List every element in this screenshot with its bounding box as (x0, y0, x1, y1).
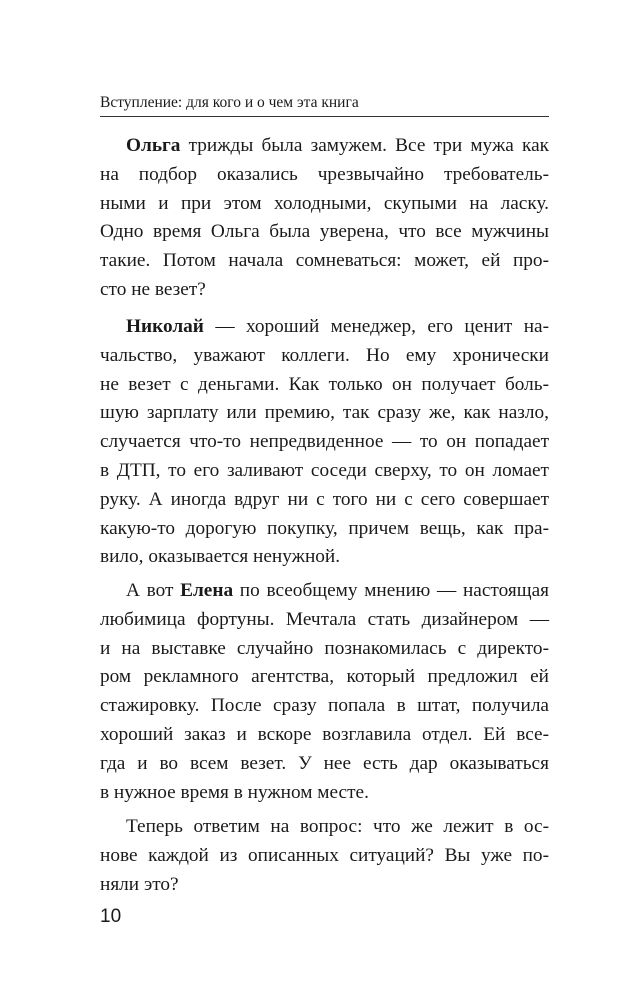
paragraph-line: гда и во всем везет. У нее есть дар оказываться (100, 752, 549, 774)
paragraph-line: любимица фортуны. Мечтала стать дизайнером — (100, 608, 549, 630)
paragraph-line: няли это? (100, 873, 179, 895)
paragraph-line: случается что-то непредвиденное — то он попадает (100, 431, 549, 453)
paragraph-line: чальство, уважают коллеги. Но ему хронически (100, 344, 549, 366)
paragraph-line: на подбор оказались чрезвычайно требователь- (100, 163, 549, 185)
paragraph-olga (100, 132, 549, 305)
paragraph-line: шую зарплату или премию, так сразу же, как назло, (100, 402, 549, 424)
paragraph-line: нове каждой из описанных ситуаций? Вы уже по- (100, 844, 549, 866)
paragraph-nikolai (100, 313, 549, 572)
paragraph-line: не везет с деньгами. Как только он получает боль- (100, 373, 549, 395)
paragraph-line: Теперь ответим на вопрос: что же лежит в ос- (126, 816, 549, 837)
paragraph-elena (100, 577, 549, 807)
paragraph-line: ными и при этом холодными, скупыми на ласку. (100, 192, 549, 214)
character-name: Ольга (126, 135, 181, 156)
paragraph-line: и на выставке случайно познакомилась с директо- (100, 637, 549, 659)
paragraph-line: в нужное время в нужном месте. (100, 781, 369, 803)
character-name: Елена (180, 580, 234, 601)
paragraph-question (100, 813, 549, 899)
paragraph-line: Николай — хороший менеджер, его ценит на- (126, 316, 549, 337)
character-name: Николай (126, 316, 204, 337)
paragraph-line: такие. Потом начала сомневаться: может, ей про- (100, 250, 549, 272)
paragraph-line: сто не везет? (100, 278, 206, 300)
paragraph-line: хороший заказ и вскоре возглавила отдел. Ей все- (100, 723, 549, 745)
paragraph-line: какую-то дорогую покупку, причем вещь, как пра- (100, 517, 549, 539)
paragraph-line: вило, оказывается ненужной. (100, 546, 341, 568)
paragraph-line: стажировку. После сразу попала в штат, получила (100, 695, 549, 717)
paragraph-line: руку. А иногда вдруг ни с того ни с сего совершает (100, 488, 549, 510)
paragraph-line: в ДТП, то его заливают соседи сверху, то он ломает (100, 459, 549, 481)
header-divider (100, 116, 549, 117)
paragraph-line: А вот Елена по всеобщему мнению — настоящая (126, 580, 549, 601)
running-header: Вступление: для кого и о чем эта книга (100, 94, 359, 111)
paragraph-line: ром рекламного агентства, который предложил ей (100, 666, 549, 688)
page-number: 10 (100, 906, 122, 927)
paragraph-line: Одно время Ольга была уверена, что все мужчины (100, 221, 549, 243)
paragraph-line: Ольга трижды была замужем. Все три мужа как (126, 135, 549, 156)
